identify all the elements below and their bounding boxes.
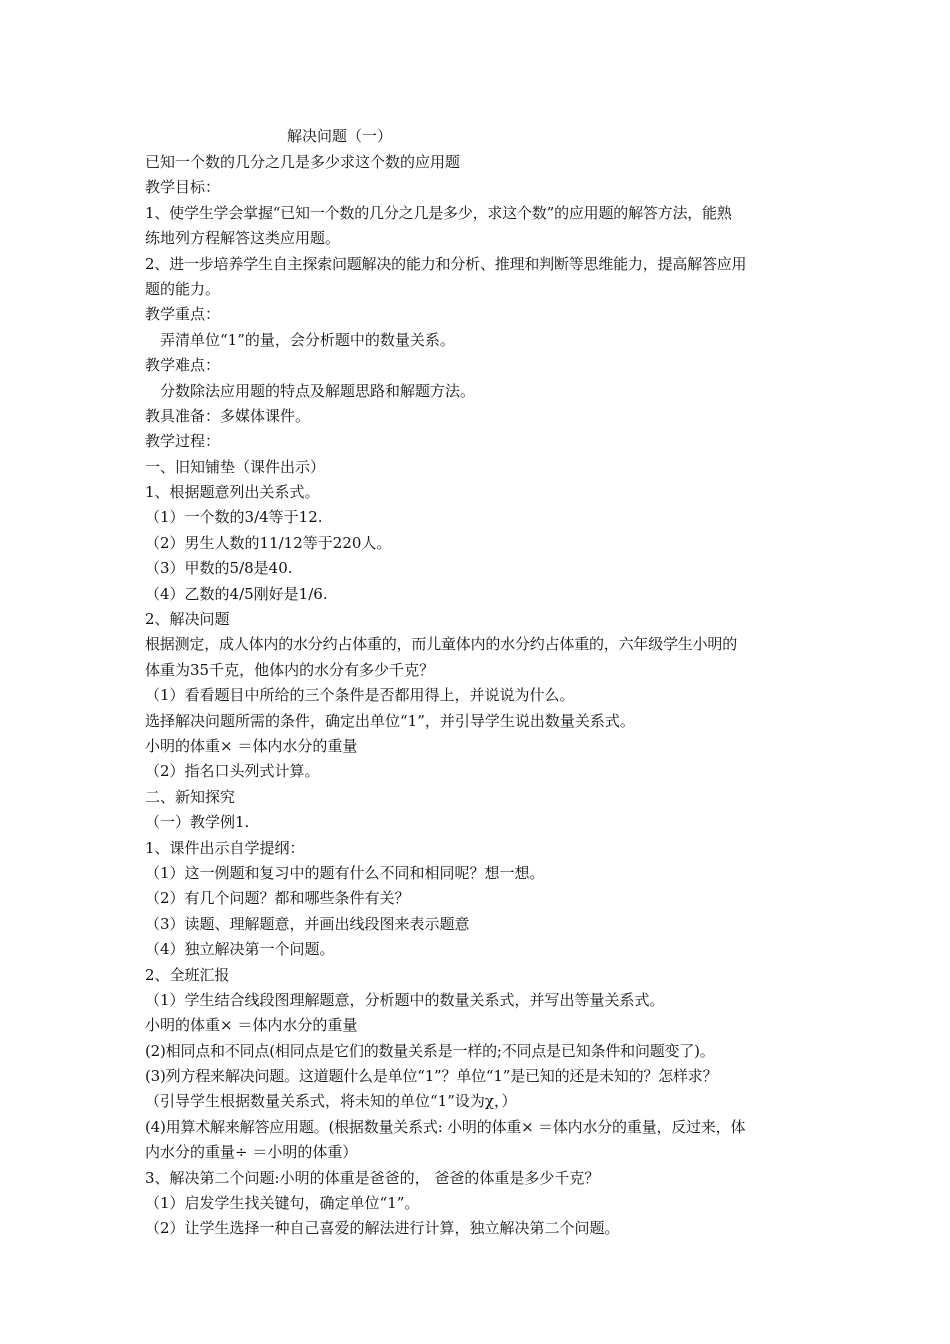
list-item: （1）学生结合线段图理解题意，分析题中的数量关系式，并写出等量关系式。 (145, 990, 665, 1009)
text-line: （引导学生根据数量关系式，将未知的单位“1”设为χ，） (145, 1092, 517, 1111)
list-item: （3）读题、理解题意，并画出线段图来表示题意 (145, 914, 470, 933)
section-heading-keypoints: 教学重点： (145, 305, 221, 324)
text-line: 教具准备：多媒体课件。 (145, 406, 311, 425)
list-item: (2)相同点和不同点(相同点是它们的数量关系是一样的;不同点是已知条件和问题变了)。 (145, 1041, 715, 1060)
text-line: 1、根据题意列出关系式。 (145, 483, 320, 502)
list-item: (4)用算术解来解答应用题。(根据数量关系式: 小明的体重× ＝体内水分的重量，反过来，体 (145, 1117, 746, 1136)
section-heading: 一、旧知铺垫（课件出示） (145, 457, 326, 476)
text-line: 根据测定，成人体内的水分约占体重的，而儿童体内的水分约占体重的，六年级学生小明的 (145, 635, 738, 654)
list-item: （4）乙数的4/5刚好是1/6. (145, 584, 328, 603)
text-line: 题的能力。 (145, 279, 221, 298)
text-line: 2、进一步培养学生自主探索问题解决的能力和分析、推理和判断等思维能力，提高解答应用 (145, 254, 747, 273)
subtitle-line: 已知一个数的几分之几是多少求这个数的应用题 (145, 153, 461, 171)
list-item: （2）让学生选择一种自己喜爱的解法进行计算，独立解决第二个问题。 (145, 1219, 620, 1238)
text-line: 3、解决第二个问题:小明的体重是爸爸的， 爸爸的体重是多少千克？ (145, 1168, 600, 1187)
text-line: 2、解决问题 (145, 610, 230, 629)
section-heading-difficulties: 教学难点： (145, 356, 221, 375)
text-line: 弄清单位“1”的量，会分析题中的数量关系。 (160, 330, 455, 349)
list-item: （1）看看题目中所给的三个条件是否都用得上，并说说为什么。 (145, 686, 575, 705)
text-line: 体重为35千克，他体内的水分有多少千克？ (145, 660, 435, 679)
list-item: （1）一个数的3/4等于12. (145, 508, 323, 527)
list-item: （4）独立解决第一个问题。 (145, 940, 335, 959)
text-line: 1、课件出示自学提纲： (145, 838, 305, 857)
list-item: （1）启发学生找关键句，确定单位“1”。 (145, 1194, 420, 1213)
text-line: （一）教学例1. (145, 813, 250, 832)
list-item: （2）男生人数的11/12等于220人。 (145, 533, 392, 552)
text-line: 1、使学生学会掌握“已知一个数的几分之几是多少，求这个数”的应用题的解答方法，能熟 (145, 203, 732, 222)
formula-line: 小明的体重× ＝体内水分的重量 (145, 736, 358, 755)
list-item: （2）指名口头列式计算。 (145, 762, 320, 781)
list-item: （2）有几个问题？都和哪些条件有关？ (145, 889, 410, 908)
section-heading: 二、新知探究 (145, 787, 236, 806)
document-body (145, 150, 825, 1242)
section-heading-process: 教学过程： (145, 432, 221, 451)
text-line: 分数除法应用题的特点及解题思路和解题方法。 (160, 381, 476, 400)
list-item: （1）这一例题和复习中的题有什么不同和相同呢？想一想。 (145, 863, 545, 882)
text-line: 练地列方程解答这类应用题。 (145, 229, 341, 248)
text-line: 选择解决问题所需的条件，确定出单位“1”，并引导学生说出数量关系式。 (145, 711, 635, 730)
formula-line: 小明的体重× ＝体内水分的重量 (145, 1016, 358, 1035)
text-line: 2、全班汇报 (145, 965, 230, 984)
section-heading-goals: 教学目标： (145, 178, 221, 197)
list-item: （3）甲数的5/8是40. (145, 559, 293, 578)
list-item: (3)列方程来解决问题。这道题什么是单位“1”？单位“1”是已知的还是未知的？怎样求？ (145, 1067, 718, 1086)
document-title: 解决问题（一） (287, 127, 393, 145)
text-line: 内水分的重量÷ ＝小明的体重） (145, 1143, 358, 1162)
